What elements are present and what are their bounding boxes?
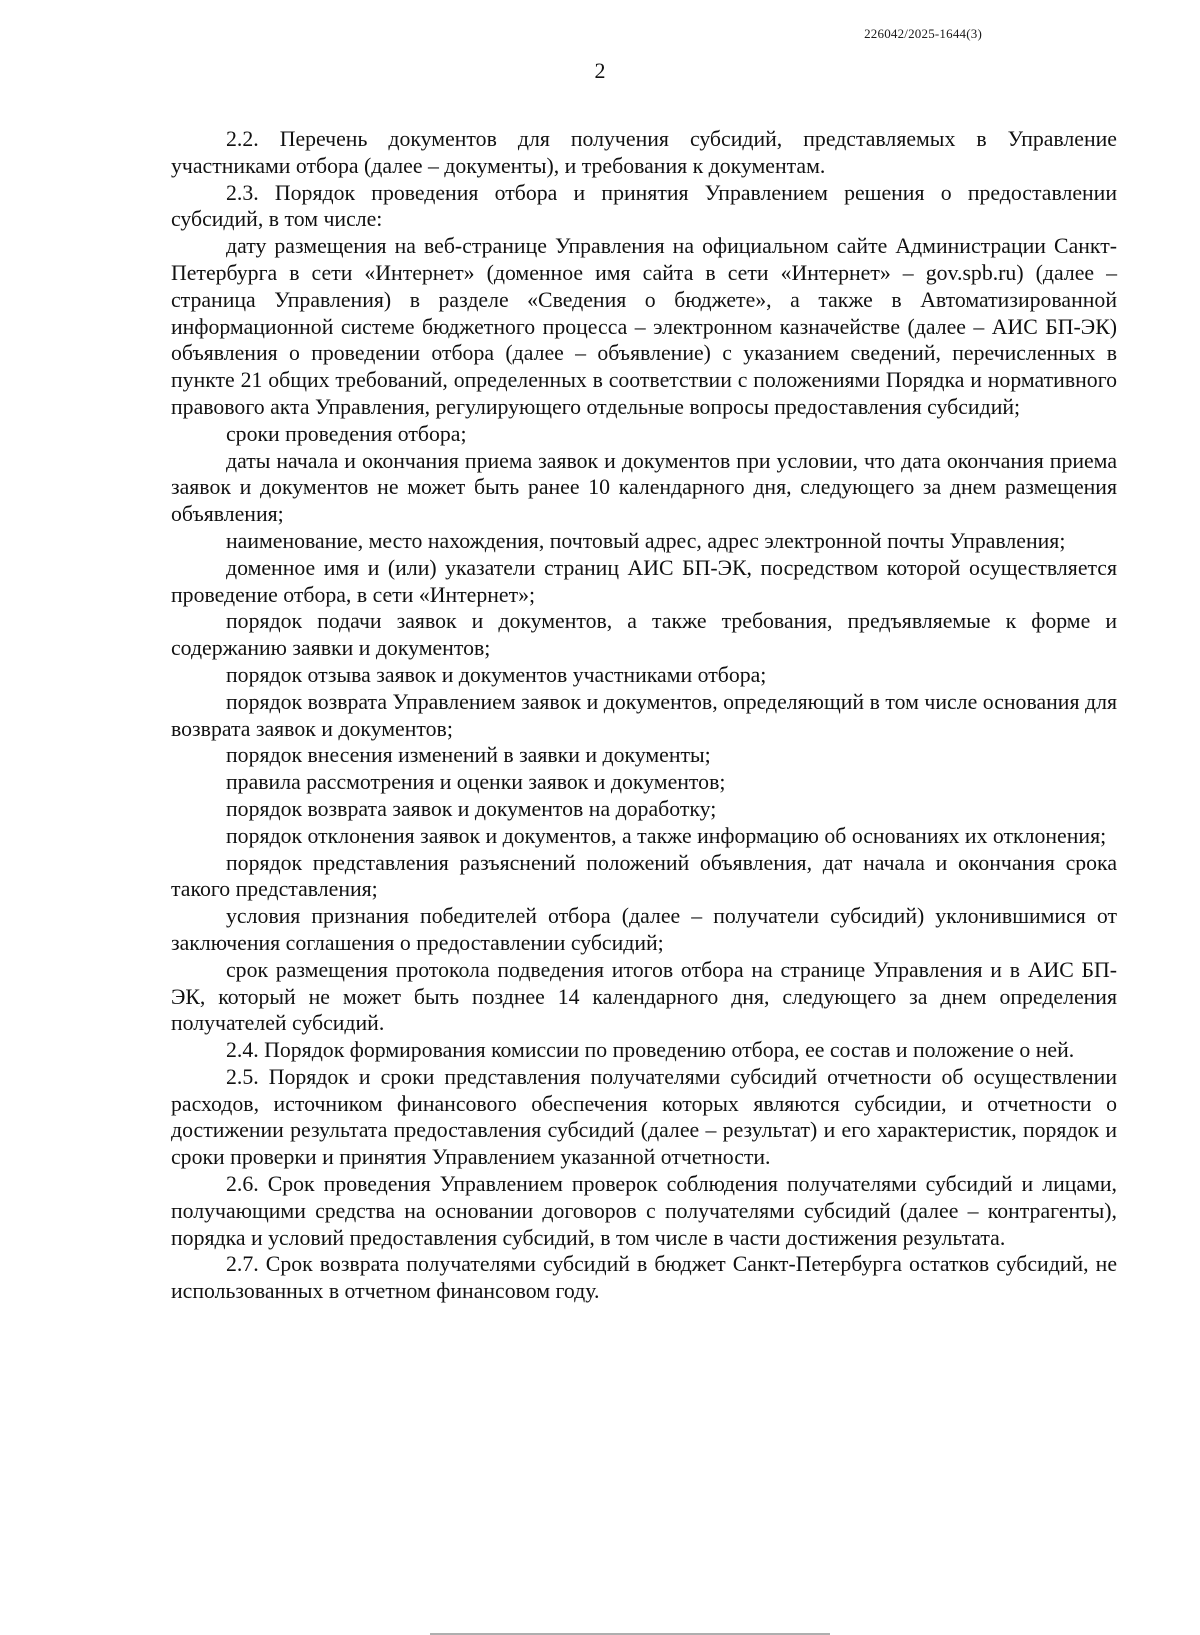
list-item-selection-period: сроки проведения отбора; <box>226 421 467 446</box>
paragraph-2-4: 2.4. Порядок формирования комиссии по проведению отбора, ее состав и положение о ней. <box>226 1038 1075 1063</box>
list-item-protocol-deadline: срок размещения протокола подведения итогов отбора на странице Управления и в АИС БП-ЭК, который не может быть позднее 14 календарного дня, следующего за днем определения получателей субсидий. <box>171 957 1117 1036</box>
paragraph-2-2: 2.2. Перечень документов для получения субсидий, представляемых в Управление участниками отбора (далее – документы), и требования к документам. <box>171 127 1117 178</box>
list-item-submission-procedure: порядок подачи заявок и документов, а также требования, предъявляемые к форме и содержанию заявки и документов; <box>171 609 1117 661</box>
list-item-clarification-procedure: порядок представления разъяснений положений объявления, дат начала и окончания срока такого представления; <box>171 850 1117 902</box>
list-item-announcement-date: дату размещения на веб-странице Управления на официальном сайте Администрации Санкт-Петербурга в сети «Интернет» (доменное имя сайта в сети «Интернет» – gov.spb.ru) (далее – страница Управления) в разделе «Сведения о бюджете», а также в Автоматизированной информационной системе бюджетного процесса – электронном казначействе (далее – АИС БП-ЭК) объявления о проведении отбора (далее – объявление) с указанием сведений, перечисленных в пункте 21 общих требований, определенных в соответствии с положениями Порядка и нормативного правового акта Управления, регулирующего отдельные вопросы предоставления субсидий; <box>171 234 1117 419</box>
paragraph-2-7: 2.7. Срок возврата получателями субсидий в бюджет Санкт-Петербурга остатков субсидий, не использованных в отчетном финансовом году. <box>171 1252 1117 1304</box>
list-item-withdrawal-procedure: порядок отзыва заявок и документов участниками отбора; <box>226 662 767 687</box>
list-item-evasion-conditions: условия признания победителей отбора (далее – получатели субсидий) уклонившимися от заключения соглашения о предоставлении субсидий; <box>171 904 1117 955</box>
paragraph-2-5: 2.5. Порядок и сроки представления получателями субсидий отчетности об осуществлении расходов, источником финансового обеспечения которых являются субсидии, и отчетности о достижении результата предоставления субсидий (далее – результат) и его характеристик, порядок и сроки проверки и принятия Управлением указанной отчетности. <box>171 1064 1117 1170</box>
list-item-contact-details: наименование, место нахождения, почтовый адрес, адрес электронной почты Управления; <box>226 528 1066 553</box>
page-number: 2 <box>594 58 606 83</box>
list-item-rejection-procedure: порядок отклонения заявок и документов, а также информацию об основаниях их отклонения; <box>226 823 1107 848</box>
document-body <box>171 126 1117 1305</box>
list-item-domain-name: доменное имя и (или) указатели страниц АИС БП-ЭК, посредством которой осуществляется проведение отбора, в сети «Интернет»; <box>171 555 1117 607</box>
paragraph-2-6: 2.6. Срок проведения Управлением проверок соблюдения получателями субсидий и лицами, получающими средства на основании договоров с получателями субсидий (далее – контрагенты), порядка и условий предоставления субсидий, в том числе в части достижения результата. <box>171 1172 1117 1250</box>
list-item-application-dates: даты начала и окончания приема заявок и документов при условии, что дата окончания приема заявок и документов не может быть ранее 10 календарного дня, следующего за днем размещения объявления; <box>171 448 1117 527</box>
list-item-revision-procedure: порядок возврата заявок и документов на доработку; <box>226 796 717 821</box>
list-item-amendment-procedure: порядок внесения изменений в заявки и документы; <box>226 743 711 768</box>
list-item-return-procedure: порядок возврата Управлением заявок и документов, определяющий в том числе основания для возврата заявок и документов; <box>171 689 1117 741</box>
list-item-evaluation-rules: правила рассмотрения и оценки заявок и документов; <box>226 770 726 795</box>
document-registration-number: 226042/2025-1644(3) <box>864 26 982 41</box>
paragraph-2-3: 2.3. Порядок проведения отбора и принятия Управлением решения о предоставлении субсидий, в том числе: <box>171 180 1117 232</box>
